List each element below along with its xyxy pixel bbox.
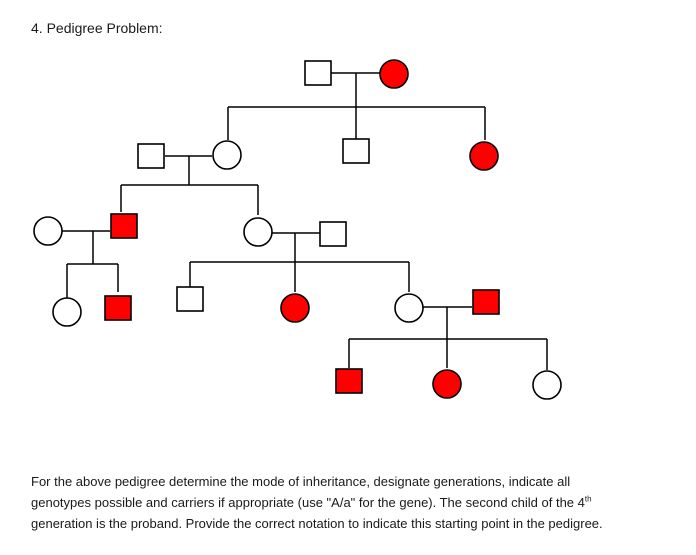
ordinal-suffix: th — [584, 494, 592, 504]
male-square-g4a-son-affected — [105, 296, 131, 320]
question-line-3: generation is the proband. Provide the correct notation to indicate this starting point in the pedigree. — [31, 516, 603, 531]
male-square-g1-father — [305, 61, 331, 85]
female-circle-g2-daughter-affected — [470, 142, 498, 170]
male-square-g3-son-affected — [111, 214, 137, 238]
female-circle-g4b-daughter-affected — [281, 294, 309, 322]
female-circle-g3-son-spouse — [34, 217, 62, 245]
female-circle-g4a-daughter — [53, 298, 81, 326]
female-circle-g3-daughter — [244, 218, 272, 246]
male-square-g4b-daughter-spouse — [473, 290, 499, 314]
female-circle-g2-daughter — [213, 141, 241, 169]
female-circle-g1-mother — [380, 60, 408, 88]
question-line-1: For the above pedigree determine the mode of inheritance, designate generations, indicate all — [31, 474, 571, 489]
male-square-g5-son-affected — [336, 369, 362, 393]
male-square-g4b-son — [177, 287, 203, 311]
female-circle-g4b-daughter — [395, 294, 423, 322]
question-text — [31, 471, 671, 534]
question-line-2-text: genotypes possible and carriers if appropriate (use "A/a" for the gene). The second child of the 4 — [31, 495, 585, 510]
problem-title: 4. Pedigree Problem: — [31, 20, 163, 36]
male-square-g3-daughter-spouse — [320, 222, 346, 246]
male-square-g2-son-spouse-wife — [138, 144, 164, 168]
female-circle-g5-daughter — [533, 371, 561, 399]
female-circle-g5-daughter-affected — [433, 370, 461, 398]
question-line-2 — [31, 492, 671, 513]
male-square-g2-son — [343, 139, 369, 163]
